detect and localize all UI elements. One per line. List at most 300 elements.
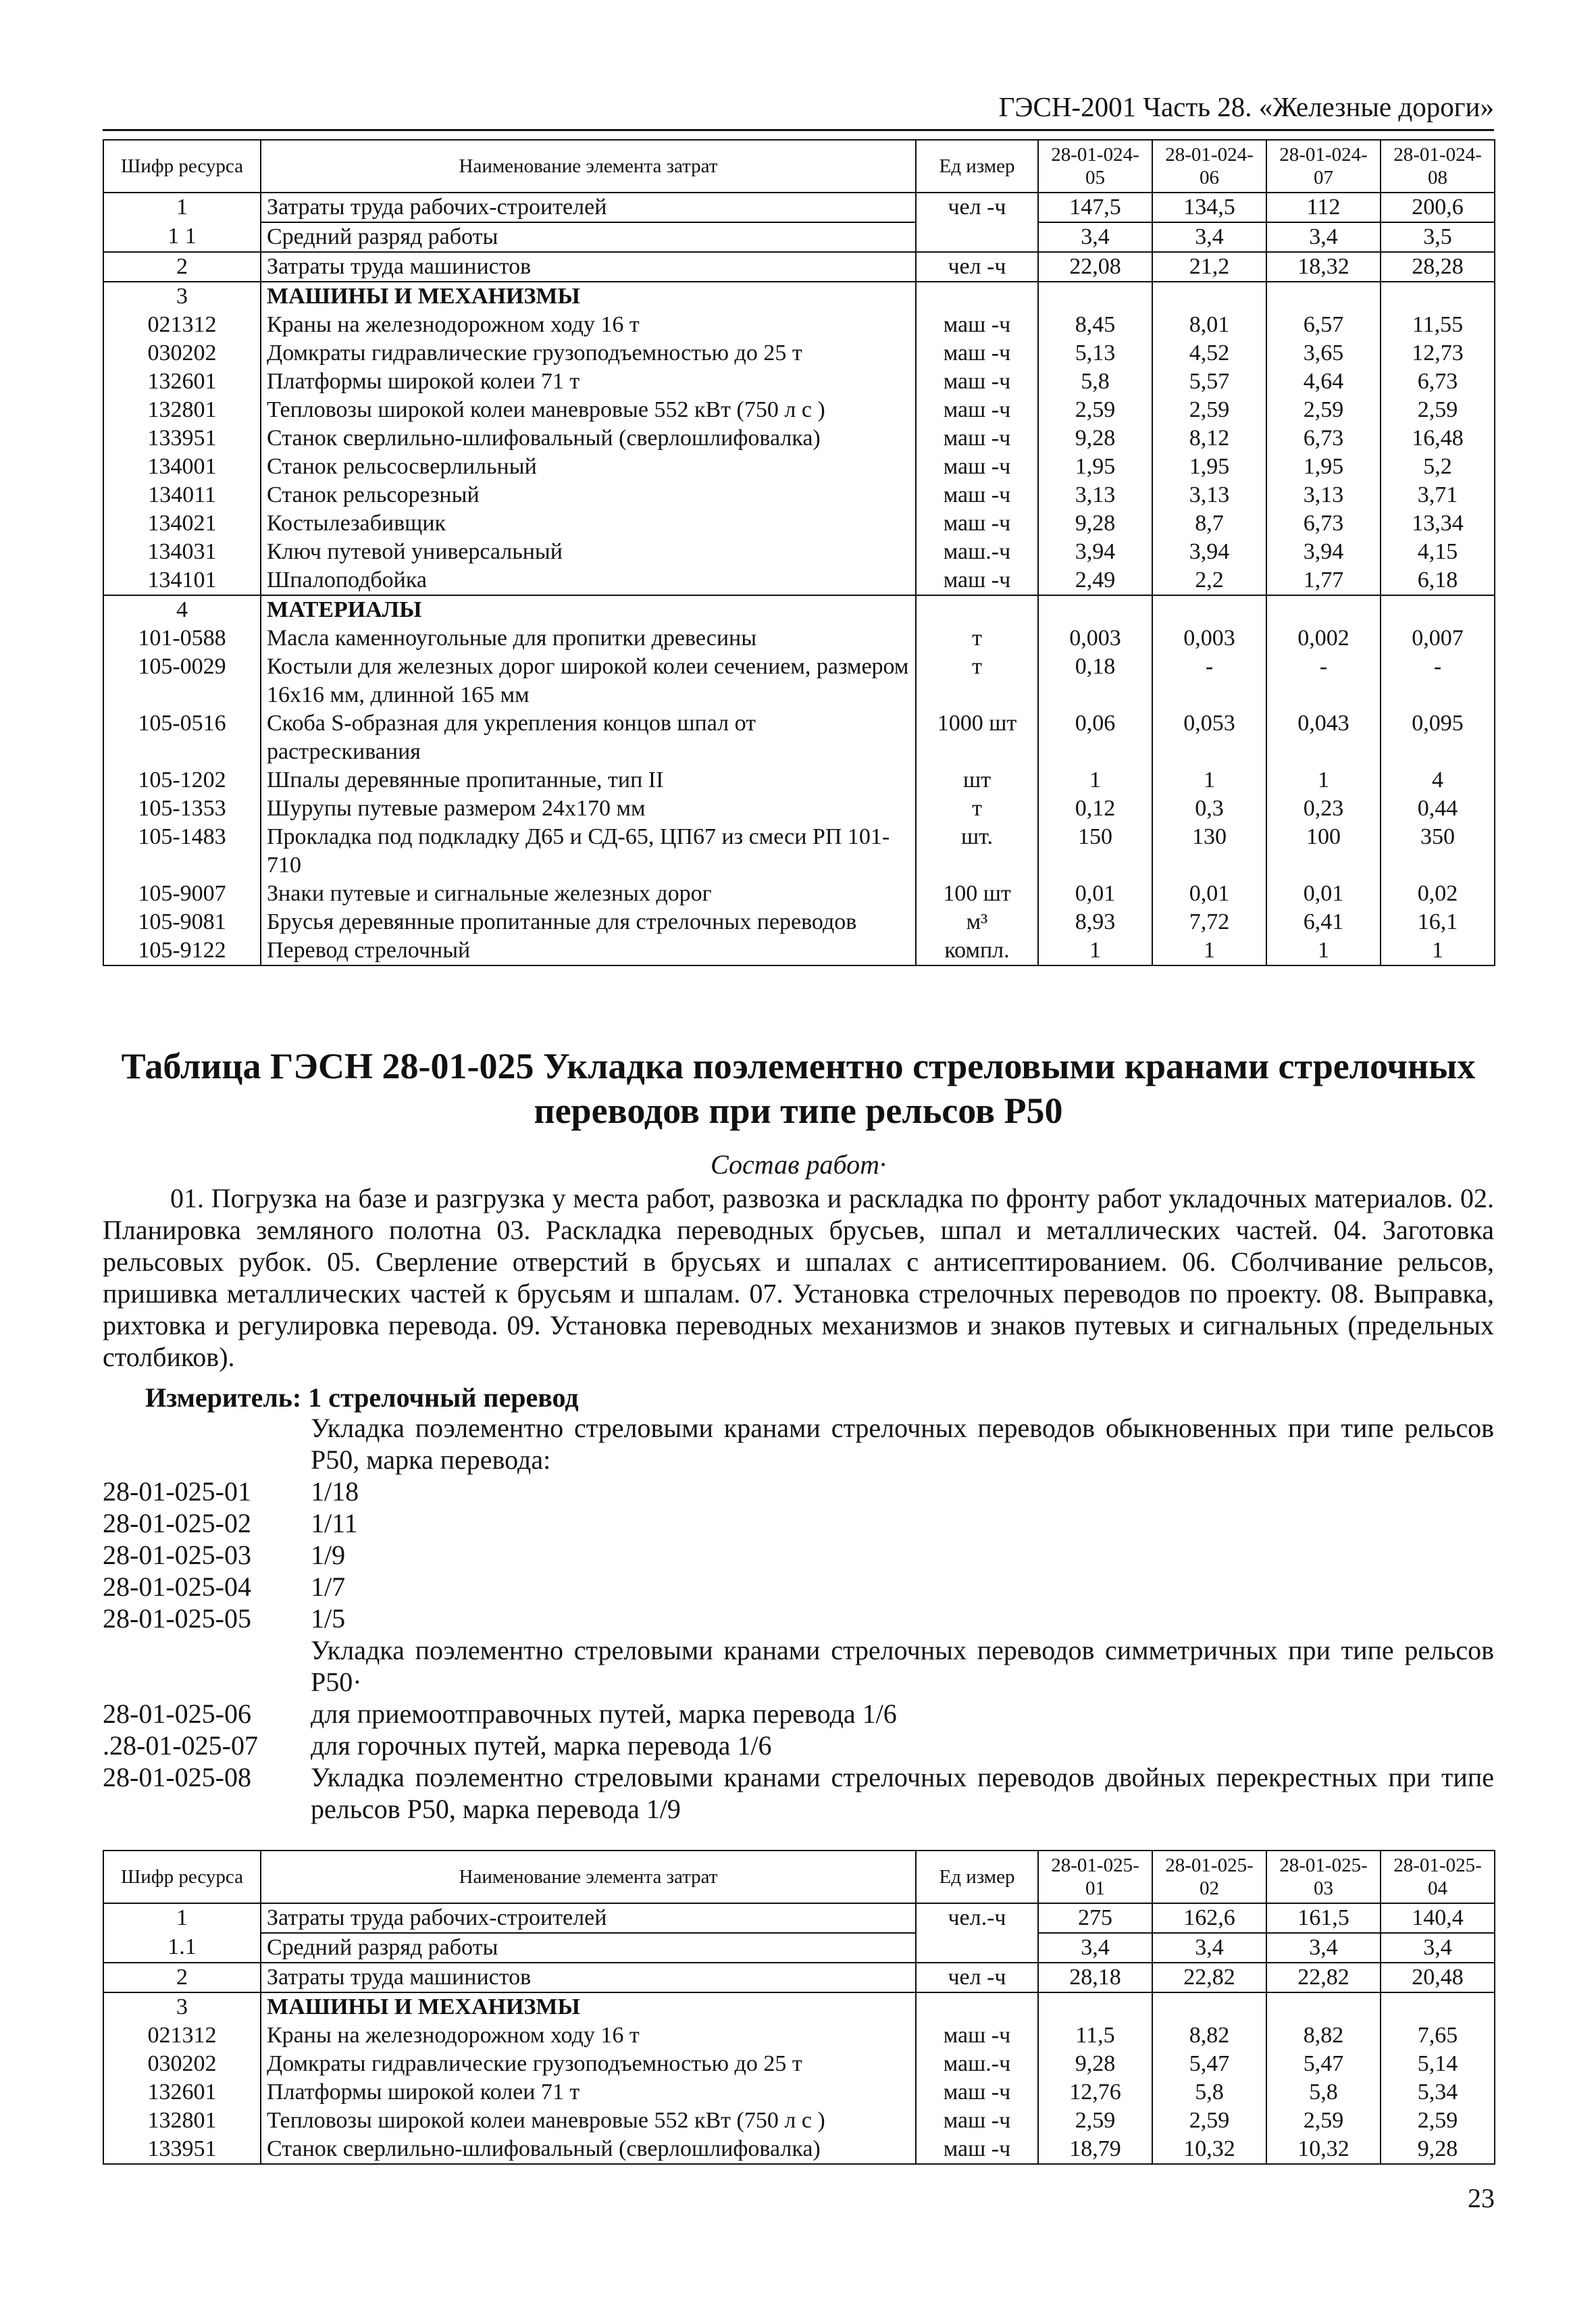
cell-name: Шпалы деревянные пропитанные, тип II [261,766,916,795]
measure-unit: Измеритель: 1 стрелочный перевод [145,1382,579,1413]
cell-value: 0,01 [1266,880,1381,908]
table-row [103,624,1495,653]
cell-value: 1,95 [1038,453,1152,481]
norm-code-item [103,1476,1494,1507]
cell-value [1038,595,1152,624]
cell-unit: чел -ч [916,252,1038,282]
cell-value: 22,82 [1152,1963,1266,1992]
cell-value: 5,34 [1381,2078,1495,2107]
cell-value: 0,003 [1152,624,1266,653]
cell-value: 4,52 [1152,339,1266,368]
cell-value: 0,053 [1152,709,1266,766]
cell-code: 1 1 [103,222,261,252]
cell-value: 0,23 [1266,795,1381,823]
cell-value: 3,4 [1152,1933,1266,1963]
cell-value: 9,28 [1038,509,1152,538]
cell-value: 1,95 [1266,453,1381,481]
table-row [103,1903,1495,1933]
table-row [103,2078,1495,2107]
cell-value: 8,01 [1152,311,1266,339]
cell-value: 147,5 [1038,193,1152,222]
cell-value: 2,59 [1152,396,1266,424]
norm-code-item [103,1603,1494,1634]
table-row [103,193,1495,222]
table-row [103,709,1495,766]
cell-name: Домкраты гидравлические грузоподъемностью до 25 т [261,339,916,368]
cell-unit: маш -ч [916,566,1038,595]
header-col-4: 28-01-025-04 [1381,1851,1495,1903]
table-row [103,595,1495,624]
cell-code: 134001 [103,453,261,481]
cell-value: 2,59 [1266,2107,1381,2135]
cell-value: 4,15 [1381,538,1495,566]
cell-value [1266,595,1381,624]
cell-value [1038,1992,1152,2021]
table-row [103,368,1495,396]
table-row [103,908,1495,936]
table-row [103,222,1495,252]
cell-code: 132801 [103,2107,261,2135]
cell-value: 350 [1381,823,1495,880]
norm-description: 1/9 [311,1540,346,1570]
norm-description: для приемоотправочных путей, марка перевода 1/6 [311,1699,897,1729]
cell-code: 030202 [103,339,261,368]
cell-unit: маш -ч [916,311,1038,339]
table-row [103,1933,1495,1963]
cell-name: Станок сверлильно-шлифовальный (сверлошлифовалка) [261,2135,916,2164]
cell-value: 6,41 [1266,908,1381,936]
norm-code-item [103,1412,1494,1476]
cell-code: 134101 [103,566,261,595]
cell-unit: чел.-ч [916,1903,1038,1933]
header-code: Шифр ресурса [103,140,261,193]
cell-value: 16,1 [1381,908,1495,936]
cell-name: Платформы широкой колеи 71 т [261,2078,916,2107]
table-row [103,795,1495,823]
table-row [103,2135,1495,2164]
cell-unit [916,1933,1038,1963]
cell-unit [916,595,1038,624]
cell-value: 1 [1266,936,1381,965]
table-row [103,424,1495,453]
cell-value: 2,59 [1152,2107,1266,2135]
cell-name: Шурупы путевые размером 24х170 мм [261,795,916,823]
cell-value: 0,01 [1152,880,1266,908]
cell-value: 2,59 [1038,2107,1152,2135]
cell-value: 0,002 [1266,624,1381,653]
table-row [103,2021,1495,2050]
cell-value: 162,6 [1152,1903,1266,1933]
norm-description: для горочных путей, марка перевода 1/6 [311,1730,772,1761]
header-name: Наименование элемента затрат [261,140,916,193]
cell-value: 3,13 [1038,481,1152,509]
cell-value: 3,71 [1381,481,1495,509]
cell-value: 5,47 [1152,2050,1266,2078]
norm-code: 28-01-025-04 [103,1571,251,1602]
cell-code: 105-9007 [103,880,261,908]
cell-value: 6,18 [1381,566,1495,595]
cell-code: 105-9081 [103,908,261,936]
table-row [103,311,1495,339]
cell-code: 2 [103,252,261,282]
table-row [103,936,1495,965]
table-row [103,1963,1495,1992]
table-row [103,2050,1495,2078]
norm-code-item [103,1539,1494,1571]
cell-unit: 100 шт [916,880,1038,908]
norm-code: 28-01-025-06 [103,1699,251,1729]
cell-value: 5,8 [1038,368,1152,396]
cell-value: 10,32 [1152,2135,1266,2164]
cell-code: 4 [103,595,261,624]
cell-code: 134021 [103,509,261,538]
norm-description: 1/11 [311,1508,358,1538]
cell-unit: маш -ч [916,2078,1038,2107]
cell-code: 1.1 [103,1933,261,1963]
cell-unit: маш -ч [916,509,1038,538]
cell-code: 101-0588 [103,624,261,653]
cell-value [1152,1992,1266,2021]
cell-value: 112 [1266,193,1381,222]
cell-unit: маш.-ч [916,2050,1038,2078]
cell-value: 2,49 [1038,566,1152,595]
cell-unit: маш -ч [916,339,1038,368]
cell-code: 105-1202 [103,766,261,795]
cell-unit: маш -ч [916,368,1038,396]
cell-name: Масла каменноугольные для пропитки древесины [261,624,916,653]
norm-code: 28-01-025-01 [103,1476,251,1507]
cell-value: - [1381,653,1495,709]
cell-value [1266,1992,1381,2021]
cell-value: 0,44 [1381,795,1495,823]
cell-value: 6,73 [1266,509,1381,538]
cell-value: 2,59 [1038,396,1152,424]
work-composition-text: 01. Погрузка на базе и разгрузка у места работ, развозка и раскладка по фронту работ укладочных материалов. 02. Планировка земляного полотна 03. Раскладка переводных брусьев, шпал и металлических частей. 04. Заготовка рельсовых рубок. 05. Сверление отверстий в брусьях и шпалах с антисептированием. 06. Сболчивание рельсов, пришивка металлических частей к брусьям и шпалам. 07. Установка стрелочных переводов по проекту. 08. Выправка, рихтовка и регулировка перевода. 09. Установка переводных механизмов и знаков путевых и сигнальных (предельных столбиков). [103,1183,1494,1372]
cell-value: 3,13 [1152,481,1266,509]
cell-code: 105-1353 [103,795,261,823]
cell-value: 9,28 [1038,424,1152,453]
cell-name: МАШИНЫ И МЕХАНИЗМЫ [261,1992,916,2021]
cell-value: 5,13 [1038,339,1152,368]
cell-value: 0,18 [1038,653,1152,709]
cell-value [1152,595,1266,624]
cell-name: Платформы широкой колеи 71 т [261,368,916,396]
cell-value: 6,57 [1266,311,1381,339]
cell-name: Костылезабивщик [261,509,916,538]
cell-value: 18,79 [1038,2135,1152,2164]
cell-unit [916,282,1038,311]
cell-code: 105-9122 [103,936,261,965]
cell-value: 11,5 [1038,2021,1152,2050]
cell-value: 5,47 [1266,2050,1381,2078]
cell-name: Станок рельсорезный [261,481,916,509]
cell-value: 1 [1152,766,1266,795]
header-col-1: 28-01-025-01 [1038,1851,1152,1903]
cell-value: 7,65 [1381,2021,1495,2050]
cell-name: Ключ путевой универсальный [261,538,916,566]
norm-code-item [103,1730,1494,1761]
cell-unit [916,1992,1038,2021]
norm-description: 1/5 [311,1603,346,1634]
cell-name: Прокладка под подкладку Д65 и СД-65, ЦП67 из смеси РП 101-710 [261,823,916,880]
table-row [103,823,1495,880]
cell-value [1381,282,1495,311]
cell-value: 11,55 [1381,311,1495,339]
header-unit: Ед измер [916,140,1038,193]
work-composition-label: Состав работ· [711,1149,886,1180]
cell-value: 18,32 [1266,252,1381,282]
cell-unit: шт. [916,823,1038,880]
cell-value: 5,2 [1381,453,1495,481]
header-col-1: 28-01-024-05 [1038,140,1152,193]
cell-name: Затраты труда машинистов [261,1963,916,1992]
cell-name: Тепловозы широкой колеи маневровые 552 кВт (750 л с ) [261,396,916,424]
cell-value: 1,77 [1266,566,1381,595]
table-row [103,653,1495,709]
cell-unit [916,222,1038,252]
cell-value: 1 [1152,936,1266,965]
cell-value: 1 [1038,766,1152,795]
table-row [103,766,1495,795]
table-title: Таблица ГЭСН 28-01-025 Укладка поэлементно стреловыми кранами стрелочных переводов при типе рельсов Р50 [121,1046,1476,1131]
cell-value: 5,8 [1266,2078,1381,2107]
cell-value [1266,282,1381,311]
cell-value: 134,5 [1152,193,1266,222]
cell-name: МАШИНЫ И МЕХАНИЗМЫ [261,282,916,311]
cell-code: 132801 [103,396,261,424]
cell-value: 3,13 [1266,481,1381,509]
resource-table-025 [103,1850,1495,2165]
table-row [103,566,1495,595]
cell-unit: чел -ч [916,193,1038,222]
cell-name: МАТЕРИАЛЫ [261,595,916,624]
norm-code-item [103,1507,1494,1539]
cell-value: 1 [1381,936,1495,965]
norm-code-item [103,1571,1494,1603]
cell-value: 6,73 [1266,424,1381,453]
cell-value: 22,08 [1038,252,1152,282]
table-row [103,339,1495,368]
cell-value: 2,59 [1266,396,1381,424]
norm-code: 28-01-025-05 [103,1603,251,1634]
cell-value: 6,73 [1381,368,1495,396]
table-row [103,252,1495,282]
cell-value: 8,93 [1038,908,1152,936]
cell-name: Средний разряд работы [261,222,916,252]
cell-value: 0,02 [1381,880,1495,908]
cell-value: 3,94 [1266,538,1381,566]
cell-code: 134011 [103,481,261,509]
cell-value: - [1152,653,1266,709]
cell-value: 8,7 [1152,509,1266,538]
cell-name: Краны на железнодорожном ходу 16 т [261,311,916,339]
cell-value: 150 [1038,823,1152,880]
cell-code: 105-1483 [103,823,261,880]
cell-value: 3,94 [1152,538,1266,566]
cell-value: 22,82 [1266,1963,1381,1992]
norm-code: .28-01-025-07 [103,1730,258,1761]
table-row [103,1992,1495,2021]
norm-description: 1/7 [311,1571,346,1602]
cell-value [1381,1992,1495,2021]
cell-value: 2,59 [1381,396,1495,424]
table-row [103,453,1495,481]
cell-value: 0,095 [1381,709,1495,766]
cell-name: Краны на железнодорожном ходу 16 т [261,2021,916,2050]
cell-value: 3,65 [1266,339,1381,368]
cell-unit: м³ [916,908,1038,936]
cell-value: - [1266,653,1381,709]
cell-value: 8,45 [1038,311,1152,339]
header-code: Шифр ресурса [103,1851,261,1903]
cell-value: 0,043 [1266,709,1381,766]
cell-value: 4,64 [1266,368,1381,396]
cell-unit: маш -ч [916,2021,1038,2050]
cell-value: 3,4 [1038,222,1152,252]
cell-value: 130 [1152,823,1266,880]
cell-name: Станок сверлильно-шлифовальный (сверлошлифовалка) [261,424,916,453]
cell-code: 3 [103,282,261,311]
norm-code [103,1634,311,1698]
norm-description: Укладка поэлементно стреловыми кранами стрелочных переводов обыкновенных при типе рельсов Р50, марка перевода: [311,1413,1494,1475]
cell-code: 2 [103,1963,261,1992]
table-row [103,880,1495,908]
cell-name: Костыли для железных дорог широкой колеи сечением, размером 16х16 мм, длинной 165 мм [261,653,916,709]
cell-value: 5,57 [1152,368,1266,396]
cell-name: Шпалоподбойка [261,566,916,595]
cell-value: 0,3 [1152,795,1266,823]
cell-code: 1 [103,1903,261,1933]
cell-name: Затраты труда машинистов [261,252,916,282]
cell-unit: маш -ч [916,396,1038,424]
cell-name: Тепловозы широкой колеи маневровые 552 кВт (750 л с ) [261,2107,916,2135]
cell-value: 4 [1381,766,1495,795]
page-number: 23 [1468,2183,1495,2213]
cell-code: 105-0516 [103,709,261,766]
cell-value: 21,2 [1152,252,1266,282]
cell-unit: 1000 шт [916,709,1038,766]
cell-value: 0,003 [1038,624,1152,653]
cell-value: 0,12 [1038,795,1152,823]
table-header-row [103,1851,1495,1903]
cell-unit: маш -ч [916,2107,1038,2135]
norm-code: 28-01-025-08 [103,1762,251,1792]
table-header-row [103,140,1495,193]
norm-code: 28-01-025-02 [103,1508,251,1538]
norm-code-item [103,1761,1494,1825]
cell-unit: т [916,795,1038,823]
resource-table-024 [103,139,1495,966]
table-row [103,282,1495,311]
cell-code: 132601 [103,368,261,396]
norm-codes-list [103,1412,1494,1825]
norm-description: Укладка поэлементно стреловыми кранами стрелочных переводов симметричных при типе рельсов Р50· [311,1635,1494,1697]
cell-code: 133951 [103,2135,261,2164]
cell-value: 275 [1038,1903,1152,1933]
cell-value [1152,282,1266,311]
cell-code: 3 [103,1992,261,2021]
cell-name: Затраты труда рабочих-строителей [261,193,916,222]
cell-value: 5,8 [1152,2078,1266,2107]
cell-code: 021312 [103,2021,261,2050]
cell-unit: шт [916,766,1038,795]
cell-value [1038,282,1152,311]
header-col-2: 28-01-024-06 [1152,140,1266,193]
cell-value: 100 [1266,823,1381,880]
cell-value: 0,007 [1381,624,1495,653]
cell-value: 13,34 [1381,509,1495,538]
cell-unit: т [916,653,1038,709]
norm-code [103,1412,311,1476]
cell-value: 8,12 [1152,424,1266,453]
cell-value: 1 [1038,936,1152,965]
cell-value: 161,5 [1266,1903,1381,1933]
cell-value: 8,82 [1266,2021,1381,2050]
cell-value: 0,06 [1038,709,1152,766]
table-row [103,481,1495,509]
cell-value: 28,18 [1038,1963,1152,1992]
cell-code: 1 [103,193,261,222]
cell-name: Затраты труда рабочих-строителей [261,1903,916,1933]
cell-value: 3,4 [1038,1933,1152,1963]
cell-value: 5,14 [1381,2050,1495,2078]
cell-name: Скоба S-образная для укрепления концов шпал от растрескивания [261,709,916,766]
cell-value: 12,73 [1381,339,1495,368]
cell-unit: компл. [916,936,1038,965]
cell-unit: маш -ч [916,2135,1038,2164]
cell-value: 12,76 [1038,2078,1152,2107]
cell-unit: маш.-ч [916,538,1038,566]
header-unit: Ед измер [916,1851,1038,1903]
header-col-4: 28-01-024-08 [1381,140,1495,193]
cell-value: 9,28 [1381,2135,1495,2164]
cell-name: Знаки путевые и сигнальные железных дорог [261,880,916,908]
cell-unit: маш -ч [916,424,1038,453]
cell-code: 105-0029 [103,653,261,709]
cell-name: Перевод стрелочный [261,936,916,965]
header-col-3: 28-01-024-07 [1266,140,1381,193]
cell-code: 021312 [103,311,261,339]
cell-value: 8,82 [1152,2021,1266,2050]
cell-unit: чел -ч [916,1963,1038,1992]
cell-code: 030202 [103,2050,261,2078]
cell-value: 200,6 [1381,193,1495,222]
header-name: Наименование элемента затрат [261,1851,916,1903]
cell-value: 140,4 [1381,1903,1495,1933]
table-row [103,509,1495,538]
cell-value: 3,4 [1266,222,1381,252]
cell-unit: маш -ч [916,453,1038,481]
cell-value: 20,48 [1381,1963,1495,1992]
cell-value: 3,4 [1266,1933,1381,1963]
cell-value: 1,95 [1152,453,1266,481]
cell-value: 0,01 [1038,880,1152,908]
header-col-3: 28-01-025-03 [1266,1851,1381,1903]
cell-value: 2,59 [1381,2107,1495,2135]
cell-value: 3,4 [1381,1933,1495,1963]
norm-code-item [103,1634,1494,1698]
cell-value: 1 [1266,766,1381,795]
cell-value: 28,28 [1381,252,1495,282]
cell-value: 3,5 [1381,222,1495,252]
cell-name: Брусья деревянные пропитанные для стрелочных переводов [261,908,916,936]
table-row [103,538,1495,566]
cell-unit: т [916,624,1038,653]
cell-value: 3,94 [1038,538,1152,566]
cell-value: 9,28 [1038,2050,1152,2078]
cell-unit: маш -ч [916,481,1038,509]
cell-code: 133951 [103,424,261,453]
